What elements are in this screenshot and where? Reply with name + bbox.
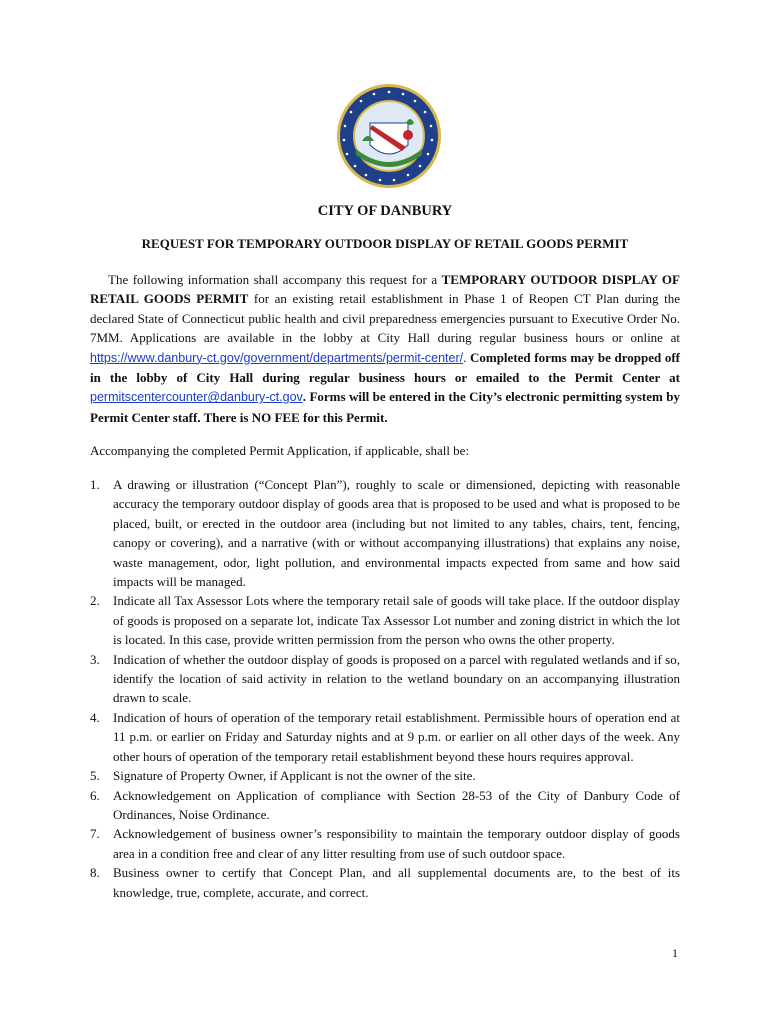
permit-center-email-link[interactable]: permitscentercounter@danbury-ct.gov [90,390,303,405]
list-item [90,824,680,863]
requirements-list [90,475,680,902]
page-number: 1 [672,946,678,960]
intro-text-1: The following information shall accompany this request for a [108,272,442,287]
list-item [90,786,680,825]
city-name-heading: CITY OF DANBURY [317,203,453,219]
intro-text-2: for an existing retail establishment in Phase 1 of Reopen CT Plan during the declared State of Connecticut public health and civil preparedness emergencies pursuant to Executive Order No. 7MM. Applications are available in the lobby at City Hall during regular business hours or online at [90,291,681,346]
list-item-text: Indicate all Tax Assessor Lots where the temporary retail sale of goods will take place. If the outdoor display of goods is proposed on a separate lot, indicate Tax Assessor Lot number and zoning district in which the lot is located. In this case, provide written permission from the person who owns the other property. [113,593,680,648]
no-fee-notice-bold: . Forms will be entered in the City’s electronic permitting system by Permit Center staff. There is NO FEE for this Permit. [90,389,680,425]
list-item [90,650,680,708]
list-item-number: 7. [90,826,100,842]
list-item [90,475,680,591]
list-item [90,766,680,785]
list-item-text: Acknowledgement of business owner’s responsibility to maintain the temporary outdoor display of goods area in a condition free and clear of any litter resulting from use of such outdoor space. [113,826,680,861]
list-item-text: Signature of Property Owner, if Applicant is not the owner of the site. [113,768,476,784]
list-item-text: Indication of hours of operation of the temporary retail establishment. Permissible hours of operation end at 11 p.m. or earlier on Friday and Saturday nights and at 9 p.m. or earlier on all other days of the week. Any other hours of operation of the temporary retail establishment beyond these hours requires approval. [113,709,680,764]
list-item-number: 5. [90,768,100,784]
list-item [90,708,680,766]
list-item-number: 6. [90,787,100,803]
list-item-number: 2. [90,593,100,609]
list-item-number: 8. [90,865,100,881]
dropoff-instructions-bold: Completed forms may be dropped off in the lobby of City Hall during regular business hours or emailed to the Permit Center at [90,349,681,386]
form-title: REQUEST FOR TEMPORARY OUTDOOR DISPLAY OF RETAIL GOODS PERMIT [141,236,629,251]
list-item-text: Business owner to certify that Concept Plan, and all supplemental documents are, to the best of its knowledge, true, complete, accurate, and correct. [113,865,680,900]
list-item [90,591,680,649]
permit-center-link[interactable]: https://www.danbury-ct.gov/government/departments/permit-center/ [90,350,464,365]
requirements-lead: Accompanying the completed Permit Application, if applicable, shall be: [90,443,470,458]
intro-paragraph [90,270,680,427]
list-item-text: A drawing or illustration (“Concept Plan”), roughly to scale or dimensioned, depicting with reasonable accuracy the temporary outdoor display of goods area that is proposed to be used and what is proposed to be placed, built, or erected in the outdoor area (including but not limited to any tables, chairs, tent, fencing, canopy or covering), and a narrative (with or without accompanying illustrations) that explains any noise, waste management, odor, light pollution, and environmental impacts expected from same and how said impacts will be managed. [113,477,680,590]
intro-text-3: . [463,349,470,365]
permit-name-bold: TEMPORARY OUTDOOR DISPLAY OF RETAIL GOODS PERMIT [90,272,680,307]
city-seal-logo [336,83,442,189]
list-item [90,863,680,902]
list-item-text: Indication of whether the outdoor display of goods is proposed on a parcel with regulated wetlands and if so, identify the location of said activity in relation to the wetland boundary on an accompanying illustration drawn to scale. [113,651,680,706]
list-item-number: 4. [90,709,100,725]
list-item-number: 3. [90,651,100,667]
list-item-number: 1. [90,477,100,492]
list-item-text: Acknowledgement on Application of compliance with Section 28-53 of the City of Danbury Code of Ordinances, Noise Ordinance. [113,787,680,822]
